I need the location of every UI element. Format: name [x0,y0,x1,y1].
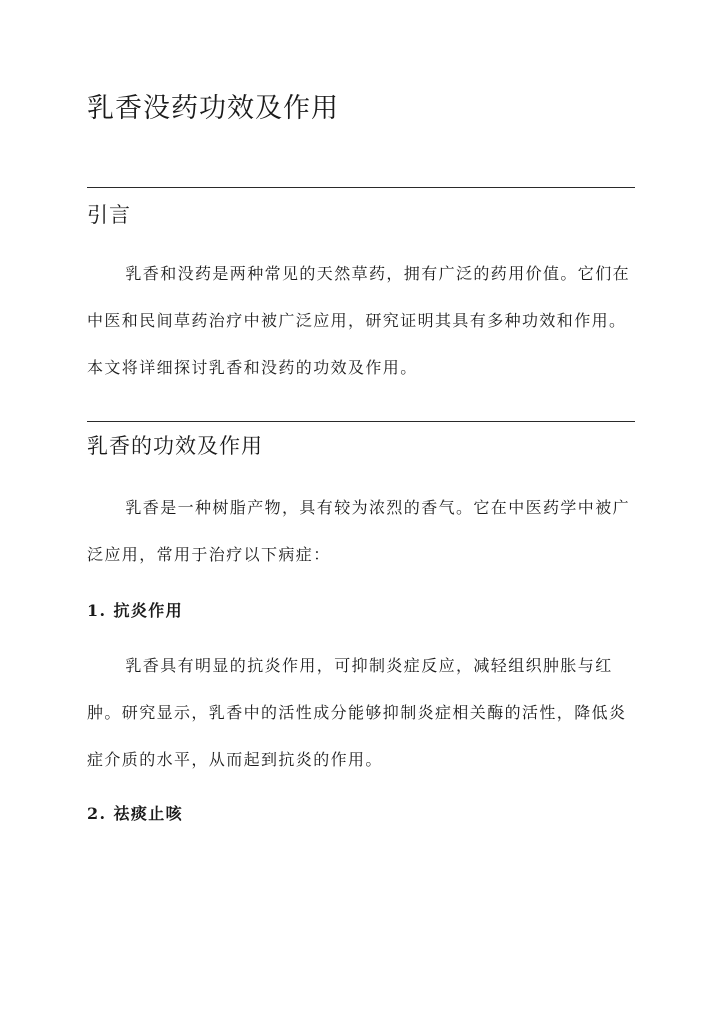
anti-inflammatory-paragraph: 乳香具有明显的抗炎作用，可抑制炎症反应，减轻组织肿胀与红肿。研究显示，乳香中的活性成分能够抑制炎症相关酶的活性，降低炎症介质的水平，从而起到抗炎的作用。 [87,656,627,769]
frankincense-intro-paragraph: 乳香是一种树脂产物，具有较为浓烈的香气。它在中医药学中被广泛应用，常用于治疗以下病症： [87,498,630,564]
introduction-paragraph: 乳香和没药是两种常见的天然草药，拥有广泛的药用价值。它们在中医和民间草药治疗中被广泛应用，研究证明其具有多种功效和作用。本文将详细探讨乳香和没药的功效及作用。 [87,264,630,377]
document-title: 乳香没药功效及作用 [87,93,339,124]
subheading-expectorant-cough: 2. 祛痰止咳 [87,804,184,823]
section-divider [87,421,635,422]
section-heading-frankincense: 乳香的功效及作用 [87,434,263,458]
subheading-anti-inflammatory: 1. 抗炎作用 [87,601,184,620]
section-divider [87,187,635,188]
section-heading-introduction: 引言 [87,203,131,227]
